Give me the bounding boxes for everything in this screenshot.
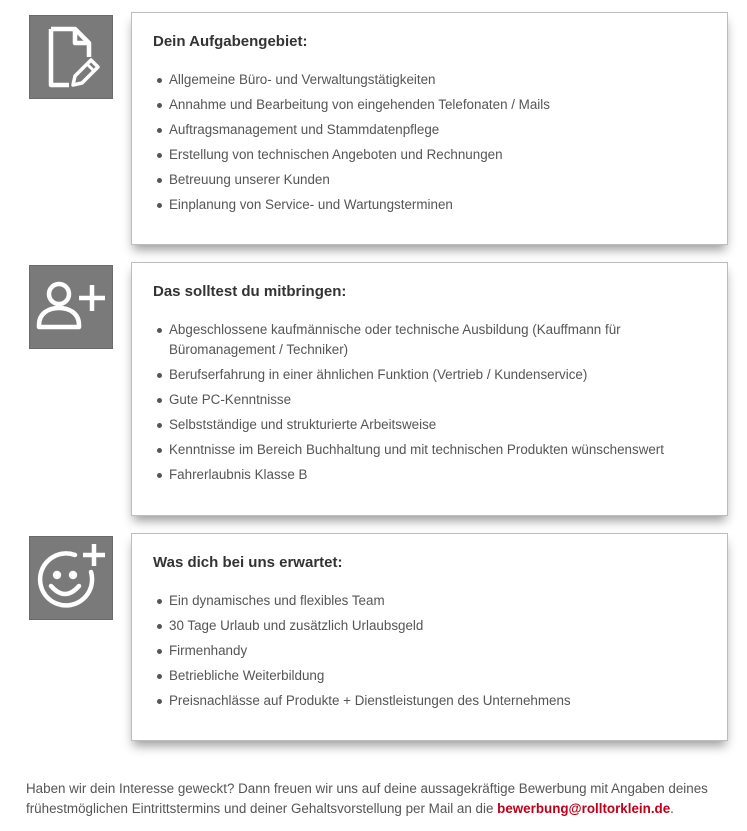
list-item: Betriebliche Weiterbildung [153,666,707,686]
list-item: Firmenhandy [153,641,707,661]
smiley-plus-icon [29,536,113,620]
list-item: Annahme und Bearbeitung von eingehenden Telefonaten / Mails [153,95,707,115]
list-item: 30 Tage Urlaub und zusätzlich Urlaubsgeld [153,616,707,636]
list-item: Auftragsmanagement und Stammdatenpflege [153,120,707,140]
list-item: Kenntnisse im Bereich Buchhaltung und mit technischen Produkten wünschenswert [153,440,707,460]
benefits-card [131,533,728,741]
tasks-card [131,12,728,245]
section-title: Was dich bei uns erwartet: [153,554,343,571]
application-text: Haben wir dein Interesse geweckt? Dann freuen wir uns auf deine aussagekräftige Bewerbung mit Angaben deines frühestmöglichen Eintrittstermins und deiner Gehaltsvorstellung per Mail an die [26,781,708,816]
list-item: Allgemeine Büro- und Verwaltungstätigkeiten [153,70,707,90]
list-item: Erstellung von technischen Angeboten und Rechnungen [153,145,707,165]
benefits-list [153,591,707,711]
list-item: Gute PC-Kenntnisse [153,390,707,410]
list-item: Abgeschlossene kaufmännische oder technische Ausbildung (Kauffmann für Büromanagement / Techniker) [153,320,707,360]
list-item: Selbstständige und strukturierte Arbeitsweise [153,415,707,435]
section-title: Das solltest du mitbringen: [153,283,347,300]
list-item: Betreuung unserer Kunden [153,170,707,190]
list-item: Berufserfahrung in einer ähnlichen Funktion (Vertrieb / Kundenservice) [153,365,707,385]
list-item: Einplanung von Service- und Wartungsterminen [153,195,707,215]
add-user-icon [29,265,113,349]
document-edit-icon [29,15,113,99]
list-item: Ein dynamisches und flexibles Team [153,591,707,611]
email-link[interactable]: bewerbung@rolltorklein.de [497,801,671,816]
application-note [26,779,726,819]
requirements-list [153,320,707,485]
application-text-end: . [670,801,674,816]
tasks-list [153,70,707,215]
list-item: Fahrerlaubnis Klasse B [153,465,707,485]
requirements-card [131,262,728,516]
section-title: Dein Aufgabengebiet: [153,33,308,50]
list-item: Preisnachlässe auf Produkte + Dienstleistungen des Unternehmens [153,691,707,711]
